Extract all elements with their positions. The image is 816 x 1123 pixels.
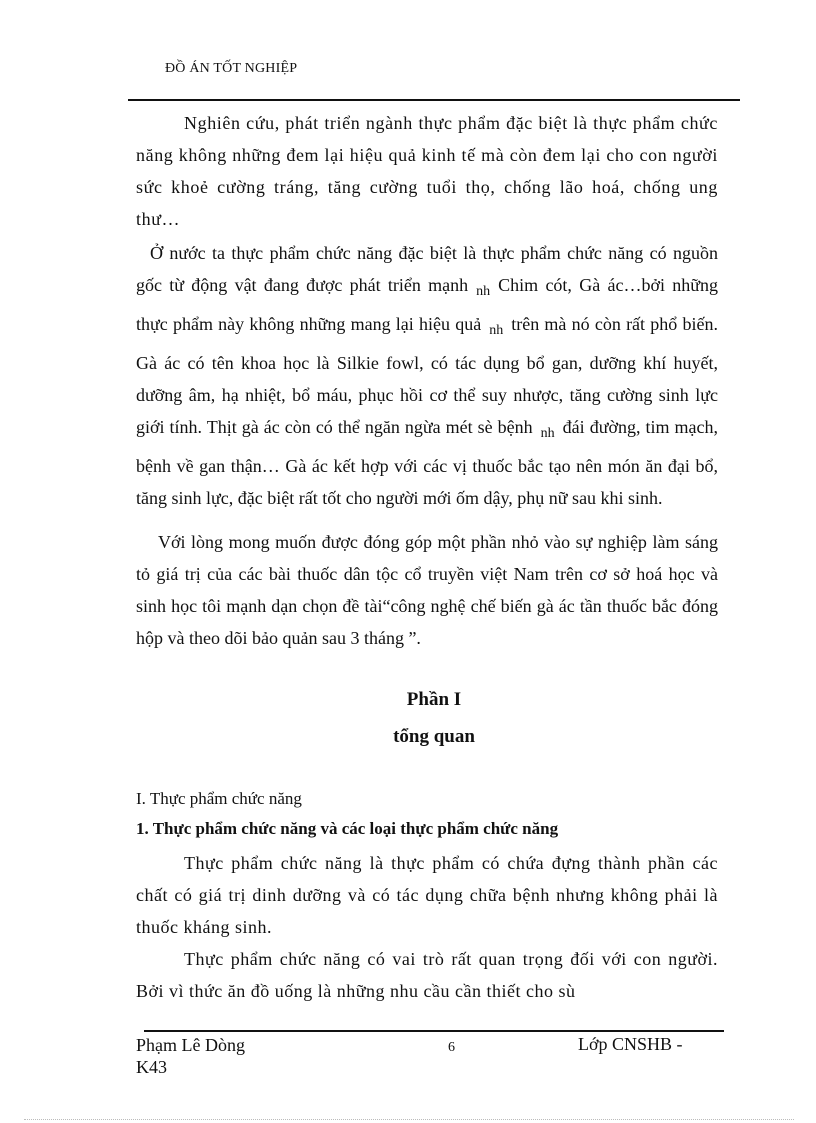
inline-marker: nh — [540, 426, 555, 441]
definition-paragraph: Thực phẩm chức năng là thực phẩm có chứa đựng thành phần các chất có giá trị dinh dưỡng và có tác dụng chữa bệnh nhưng không phải là thuốc kháng sinh. — [136, 853, 718, 937]
footer-class: Lớp CNSHB - — [578, 1034, 683, 1054]
context-paragraph-part-d: đái đường, tim mạch, bệnh về gan thận… Gà ác kết hợp với các vị thuốc bắc tạo nên món ăn đại bổ, tăng sinh lực, đặc biệt rất tốt cho người mới ốm dậy, phụ nữ sau khi sinh. — [136, 417, 719, 508]
context-paragraph — [136, 237, 718, 514]
inline-marker: nh — [476, 284, 491, 299]
page-number: 6 — [448, 1040, 455, 1055]
header-divider — [128, 99, 740, 101]
section-heading: I. Thực phẩm chức năng — [136, 789, 302, 808]
part-subheading: tổng quan — [393, 726, 475, 747]
context-paragraph-part-c: trên mà nó còn rất phổ biến. Gà ác có tên khoa học là Silkie fowl, có tác dụng bổ gan, dưỡng khí huyết, dưỡng âm, hạ nhiệt, bổ máu, phục hồi cơ thể suy nhược, tăng cường sinh lực giới tính. Thịt gà ác còn có thể ngăn ngừa mét sè bệnh — [136, 314, 718, 437]
context-paragraph-part-a: Ở nước ta thực phẩm chức năng đặc biệt là thực phẩm chức năng có nguồn gốc từ động vật đang được phát triển mạnh — [136, 243, 718, 295]
context-paragraph-part-b: Chim cót, Gà ác…bởi những thực phẩm này không những mang lại hiệu quả — [136, 275, 718, 334]
purpose-paragraph — [136, 526, 718, 654]
part-heading: Phần I — [406, 689, 462, 710]
footer-author: Phạm Lê Dòng K43 — [136, 1035, 245, 1077]
role-paragraph: Thực phẩm chức năng có vai trò rất quan trọng đối với con người. Bởi vì thức ăn đồ uống là những nhu cầu cần thiết cho sù — [136, 949, 718, 1001]
running-header: ĐỒ ÁN TỐT NGHIỆP — [165, 61, 298, 76]
subsection-heading: 1. Thực phẩm chức năng và các loại thực phẩm chức năng — [136, 819, 559, 838]
inline-marker: nh — [489, 323, 504, 338]
page-boundary — [24, 1119, 794, 1120]
intro-paragraph: Nghiên cứu, phát triển ngành thực phẩm đặc biệt là thực phẩm chức năng không những đem lại hiệu quả kinh tế mà còn đem lại cho con người sức khoẻ cường tráng, tăng cường tuổi thọ, chống lão hoá, chống ung thư… — [136, 113, 718, 229]
footer-divider — [144, 1030, 724, 1032]
purpose-paragraph-text: Với lòng mong muốn được đóng góp một phần nhỏ vào sự nghiệp làm sáng tỏ giá trị của các bài thuốc dân tộc cổ truyền việt Nam trên cơ sở hoá học và sinh học tôi mạnh dạn chọn đề tài“công nghệ chế biến gà ác tần thuốc bắc đóng hộp và theo dõi bảo quản sau 3 tháng ”. — [136, 532, 718, 648]
